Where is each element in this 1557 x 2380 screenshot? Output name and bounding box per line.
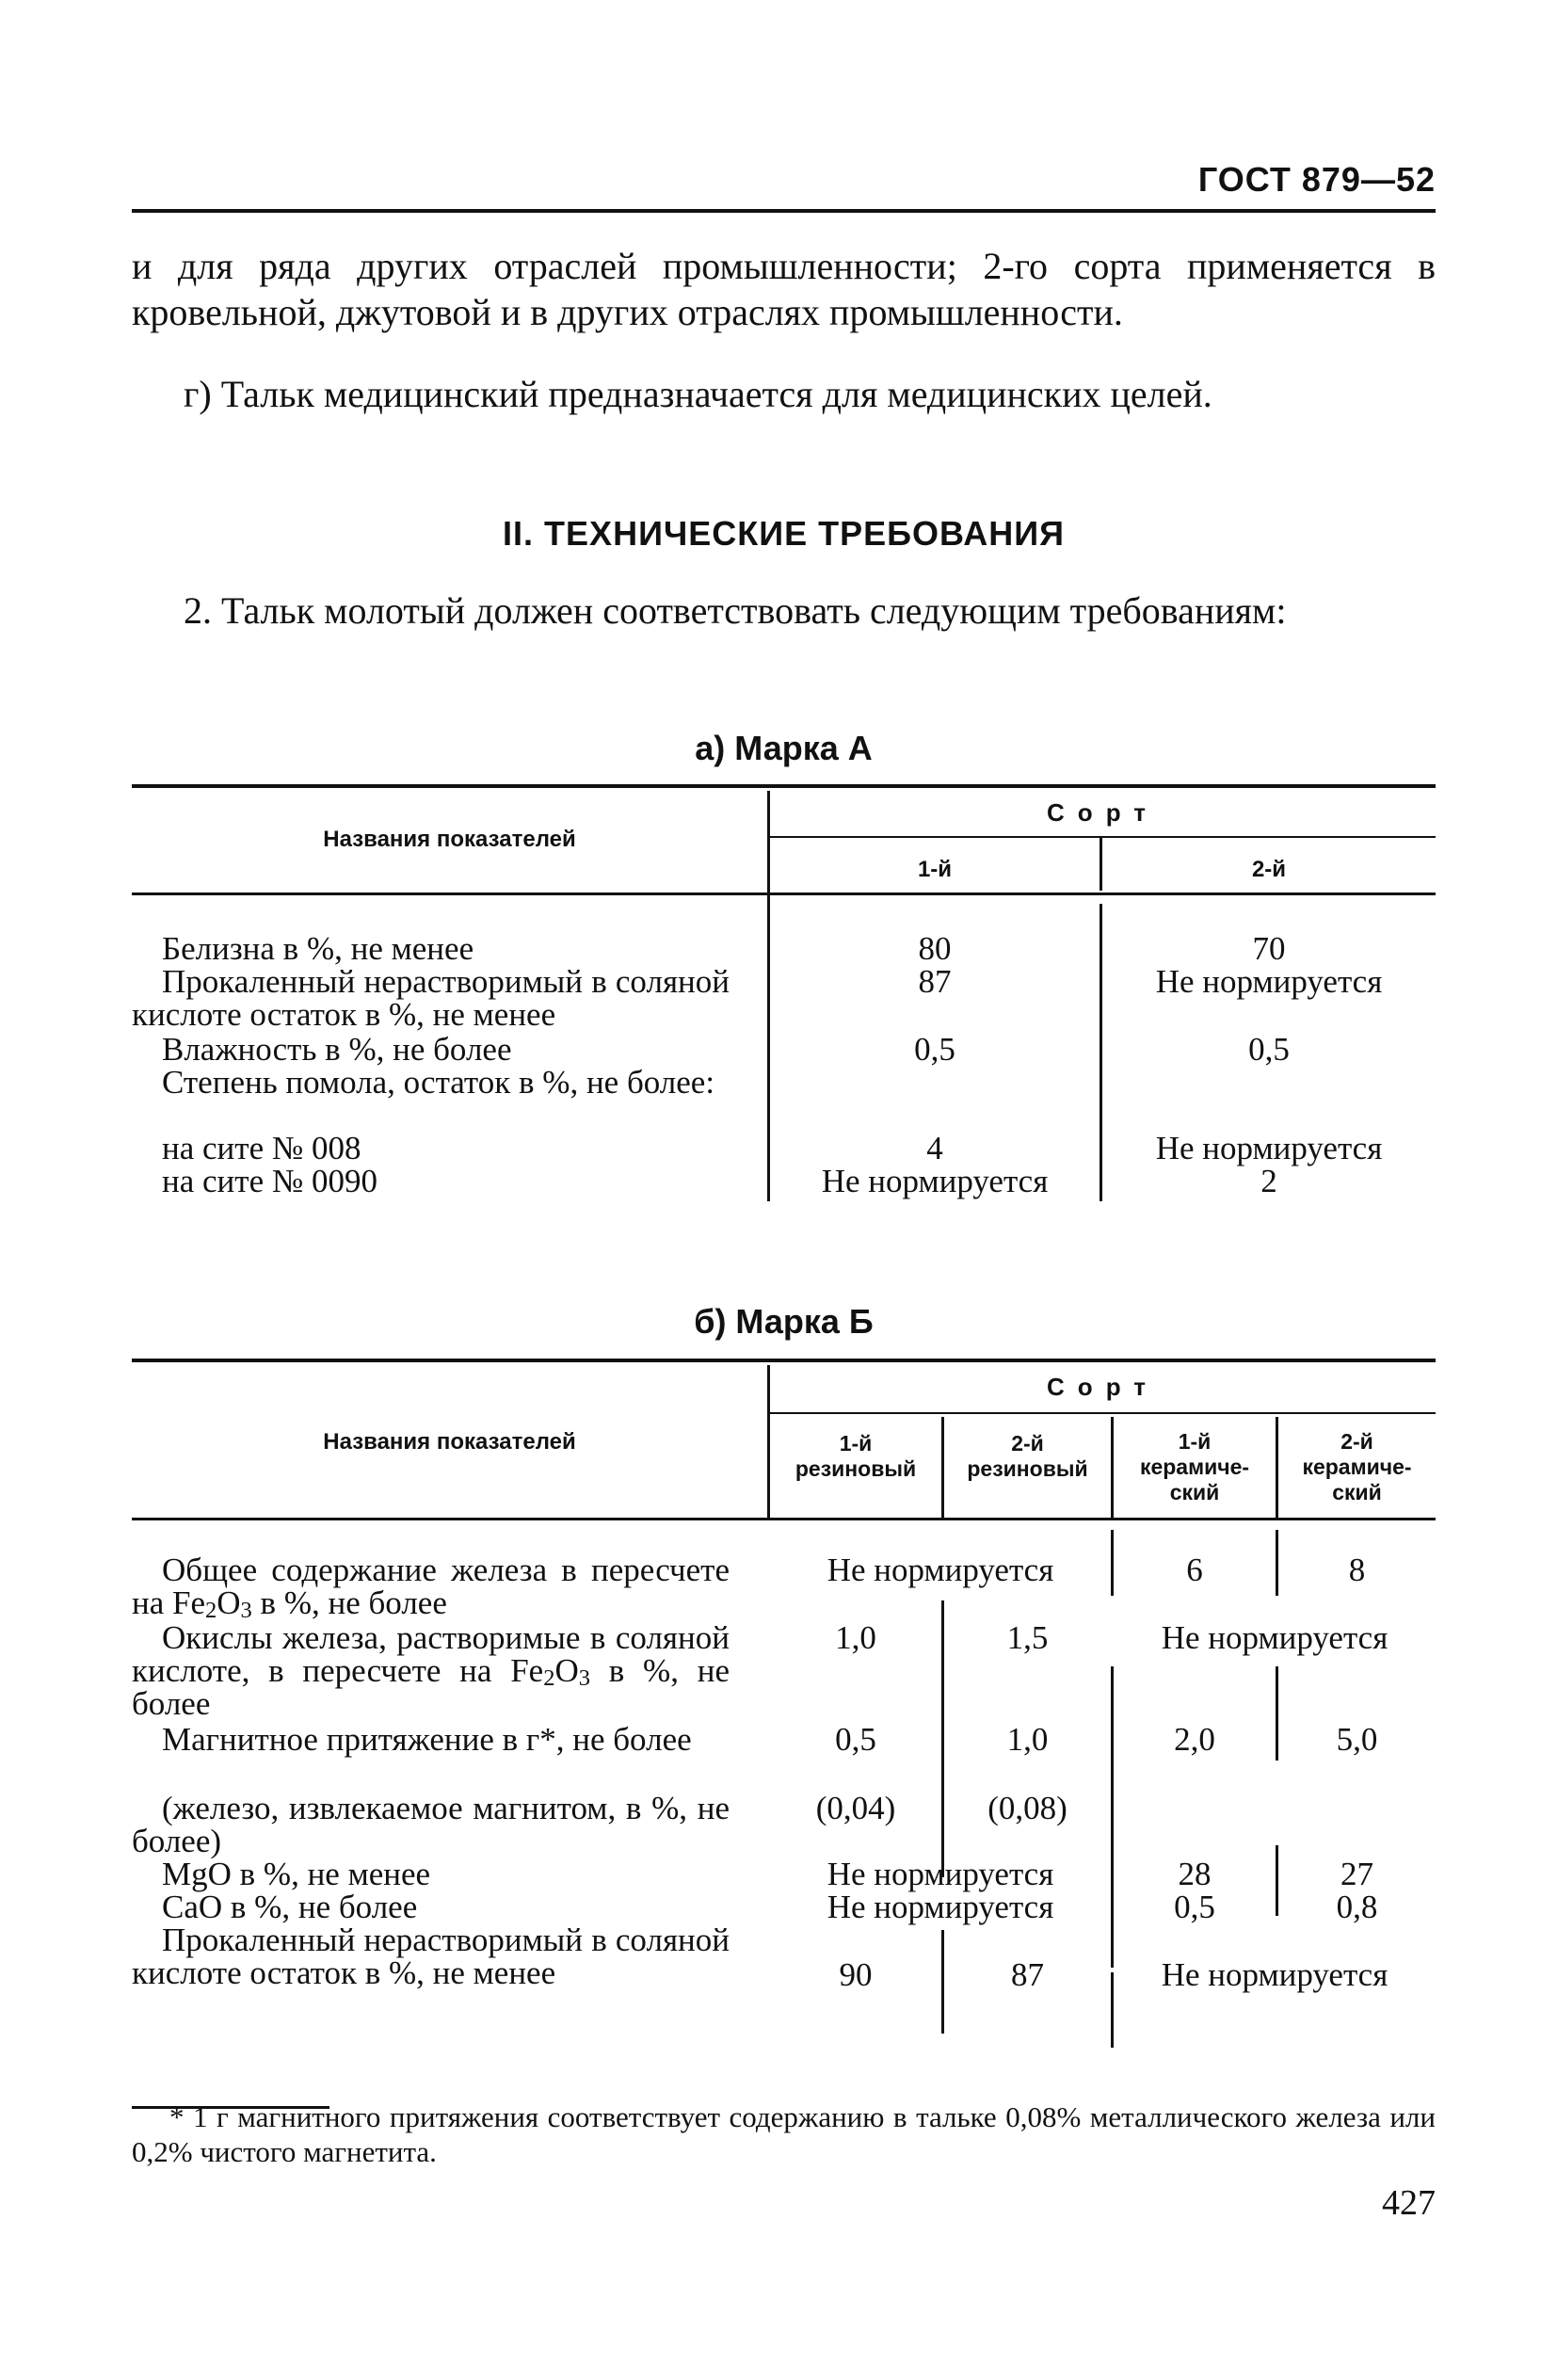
table-a-row-name: на сите № 0090 [162, 1163, 378, 1199]
table-b-cell: 6 [1186, 1552, 1203, 1588]
table-b-cell: 0,5 [1174, 1889, 1215, 1925]
table-b-row-name: Общее содержание железа в пересчете на $Fe_2O_3$ в %, не более [132, 1552, 730, 1623]
table-a-sort-2: 2-й [1251, 857, 1287, 882]
table-b-cell: Не нормируется [1161, 1956, 1388, 1993]
table-b-row-name: Прокаленный нерастворимый в соляной кислоте остаток в %, не менее [132, 1922, 730, 1991]
table-b-sort-rule [770, 1412, 1436, 1414]
table-b-cell: 0,8 [1336, 1889, 1378, 1925]
table-a-cell: 0,5 [1248, 1031, 1290, 1068]
table-b-subheader-1-line1: 1-й [839, 1431, 873, 1455]
table-a-row-name: на сите № 008 [162, 1130, 361, 1166]
section-title: II. ТЕХНИЧЕСКИЕ ТРЕБОВАНИЯ [503, 514, 1065, 553]
table-a-row-name: Влажность в %, не более [162, 1031, 512, 1068]
table-b-cell: (0,08) [987, 1790, 1067, 1826]
table-a-row-name: Белизна в %, не менее [162, 930, 474, 967]
table-b-cell: 1,0 [1006, 1721, 1049, 1758]
table-a-cell: Не нормируется [1155, 1130, 1383, 1166]
page-number: 427 [1382, 2183, 1436, 2223]
table-b-cell: 1,0 [835, 1619, 876, 1656]
table-a-sort-1: 1-й [917, 857, 953, 882]
table-b-cell: 27 [1340, 1856, 1373, 1892]
table-b-cell: 5,0 [1336, 1721, 1378, 1758]
footnote: * 1 г магнитного притяжения соответствует содержанию в тальке 0,08% металлического железа или 0,2% чистого магнетита. [132, 2100, 1436, 2168]
table-a-top-rule [132, 784, 1436, 788]
table-b-row-name: (железо, извлекаемое магнитом, в %, не более) [132, 1790, 730, 1859]
table-b-cell: Не нормируется [827, 1856, 1054, 1892]
table-a-caption: а) Марка А [695, 729, 873, 767]
table-b-subheader-4-line3: ский [1332, 1480, 1382, 1504]
header-rule [132, 209, 1436, 213]
clause-2-paragraph: 2. Тальк молотый должен соответствовать следующим требованиям: [184, 589, 1287, 632]
table-b-row-name: Окислы железа, растворимые в соляной кислоте, в пересчете на $Fe_2O_3$ в %, не более [132, 1619, 730, 1722]
table-a-row-name: Степень помола, остаток в %, не более: [162, 1064, 715, 1101]
table-b-cell: 8 [1348, 1552, 1366, 1588]
table-b-cell: 28 [1178, 1856, 1212, 1892]
table-b-subheader-2-line1: 2-й [1011, 1431, 1044, 1455]
table-b-subheader-3-line2: керамиче- [1139, 1455, 1250, 1479]
table-b-sort-header: Сорт [1047, 1373, 1159, 1401]
table-b-cell: 1,5 [1006, 1619, 1049, 1656]
table-a-sort-header: Сорт [1047, 798, 1159, 827]
table-a-sort-rule [770, 836, 1436, 838]
table-b-subheader-3 [1114, 1429, 1276, 1505]
table-a-cell: 4 [926, 1130, 943, 1166]
item-g-paragraph: г) Тальк медицинский предназначается для медицинских целей. [184, 373, 1212, 415]
continuation-paragraph: и для ряда других отраслей промышленности; 2-го сорта применяется в кровельной, джутовой и в других отраслях промышленности. [132, 245, 1436, 333]
table-b-cell: 0,5 [835, 1721, 876, 1758]
table-a-cell: 70 [1252, 930, 1286, 967]
table-a-cell: 2 [1260, 1163, 1277, 1199]
table-b-cell: Не нормируется [827, 1889, 1054, 1925]
table-b-subheader-2-line2: резиновый [967, 1456, 1088, 1481]
table-a-cell: Не нормируется [821, 1163, 1049, 1199]
table-b-row-name: CaO в %, не более [162, 1889, 418, 1925]
standard-code: ГОСТ 879—52 [1197, 160, 1436, 199]
table-b-cell: 90 [839, 1956, 873, 1993]
table-b-top-rule [132, 1359, 1436, 1362]
table-b-subheader-4-line2: керамиче- [1302, 1455, 1412, 1479]
table-a-cell: 87 [918, 963, 952, 1000]
table-b-cell: Не нормируется [827, 1552, 1054, 1588]
table-a-cell: 80 [918, 930, 952, 967]
table-b-subheader-3-line3: ский [1169, 1480, 1220, 1504]
table-b-subheader-1-line2: резиновый [795, 1456, 917, 1481]
table-b-subheader-4-line1: 2-й [1340, 1429, 1373, 1454]
table-b-row-name: MgO в %, не менее [162, 1856, 431, 1892]
table-a-header-rule [132, 892, 1436, 895]
table-b-caption: б) Марка Б [694, 1302, 874, 1341]
table-a-row-name: Прокаленный нерастворимый в соляной кислоте остаток в %, не менее [132, 963, 730, 1033]
table-b-subheader-2 [944, 1431, 1111, 1482]
table-b-subheader-3-line1: 1-й [1178, 1429, 1212, 1454]
table-a-cell: 0,5 [914, 1031, 955, 1068]
table-b-cell: Не нормируется [1161, 1619, 1388, 1656]
table-b-subheader-1 [770, 1431, 941, 1482]
table-b-col-name-header: Названия показателей [323, 1429, 576, 1455]
table-b-row-name: Магнитное притяжение в г*, не более [162, 1721, 692, 1758]
table-a-cell: Не нормируется [1155, 963, 1383, 1000]
table-b-header-rule [132, 1518, 1436, 1520]
table-b-cell: 87 [1011, 1956, 1044, 1993]
table-b-cell: (0,04) [815, 1790, 896, 1826]
table-b-subheader-4 [1278, 1429, 1436, 1505]
table-b-cell: 2,0 [1174, 1721, 1215, 1758]
table-a-col-name-header: Названия показателей [323, 827, 576, 852]
